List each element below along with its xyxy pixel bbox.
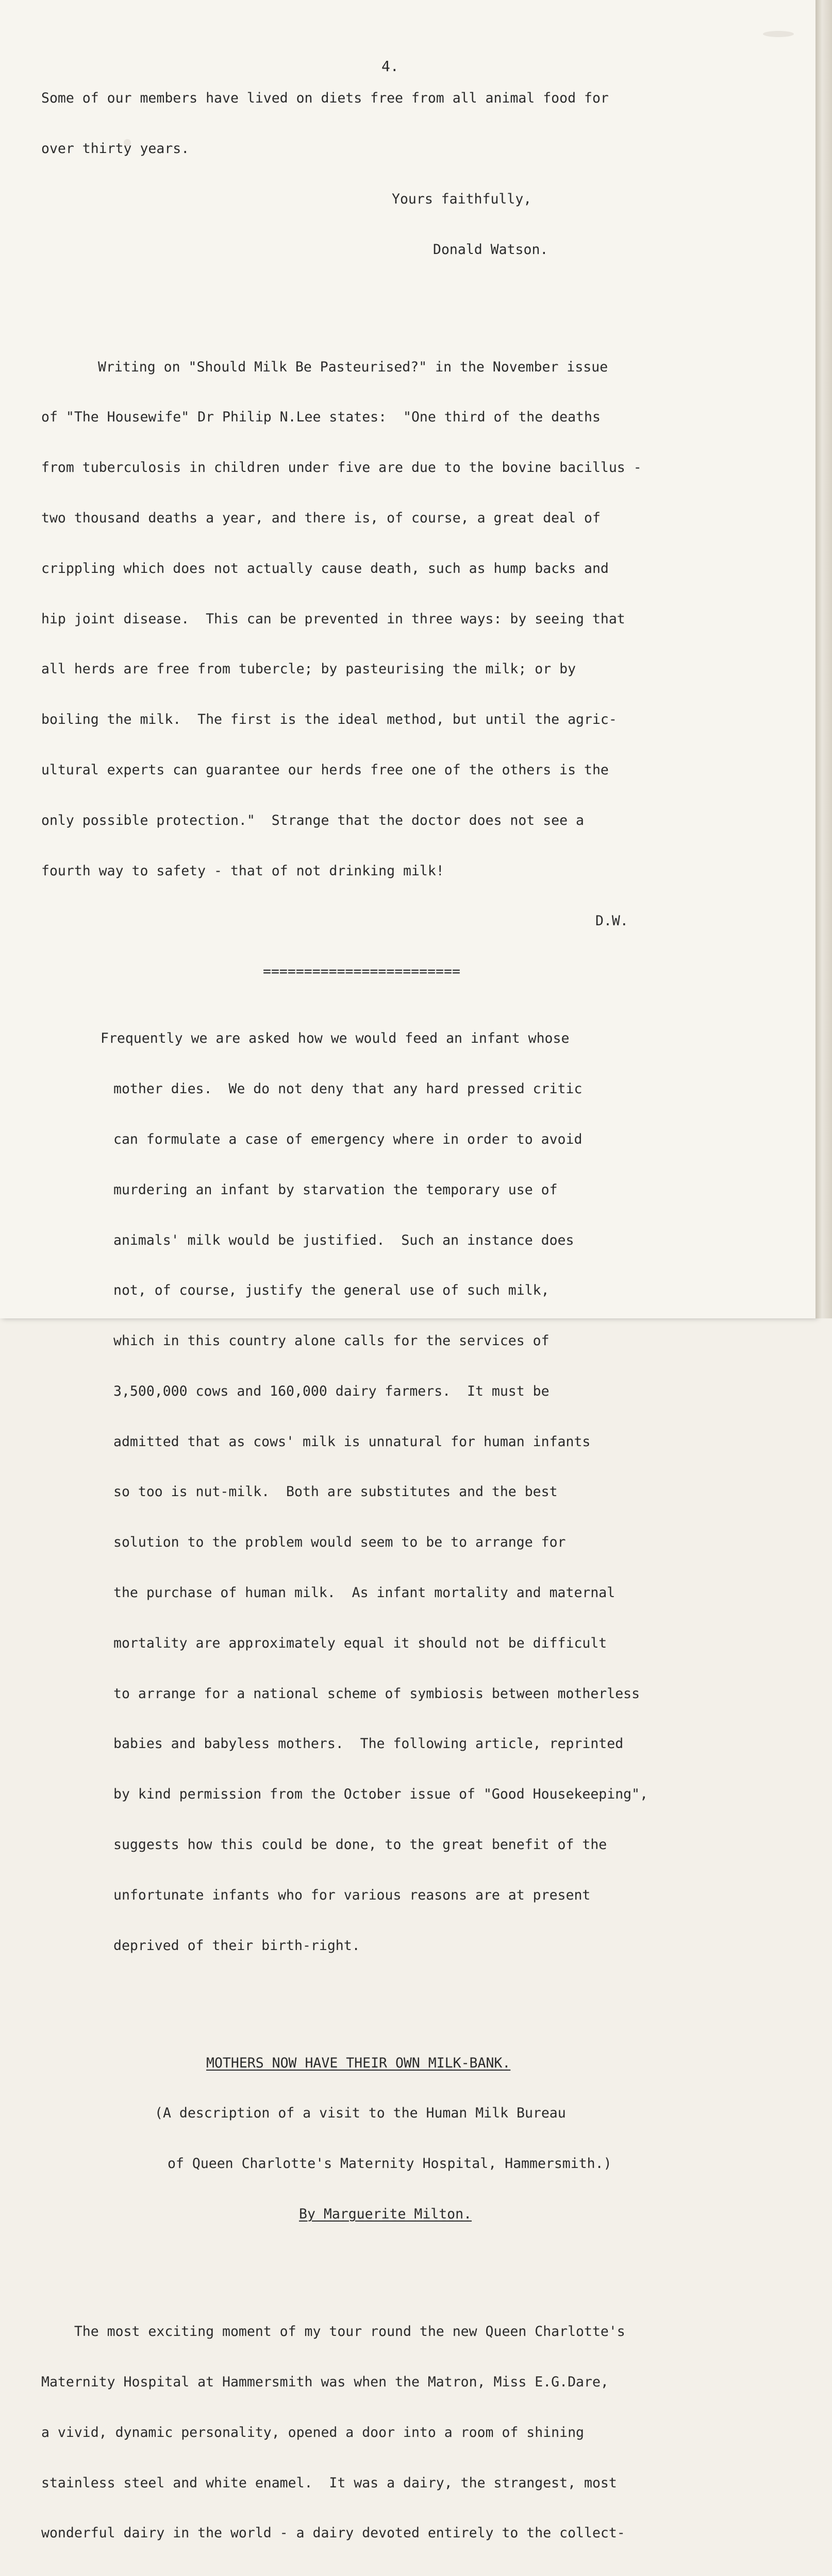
divider: ======================== (263, 963, 460, 980)
text-line: over thirty years. (41, 140, 190, 157)
text-line: wonderful dairy in the world - a dairy devoted entirely to the collect- (41, 2525, 625, 2541)
article-title: MOTHERS NOW HAVE THEIR OWN MILK-BANK. (206, 2055, 511, 2071)
text-line: admitted that as cows' milk is unnatural for human infants (113, 1433, 591, 1450)
text-line: so too is nut-milk. Both are substitutes and the best (113, 1484, 558, 1500)
text-line: not, of course, justify the general use of such milk, (113, 1282, 550, 1299)
text-line: the purchase of human milk. As infant mortality and maternal (113, 1585, 615, 1601)
text-line: Maternity Hospital at Hammersmith was when the Matron, Miss E.G.Dare, (41, 2374, 609, 2390)
text-line: only possible protection." Strange that the doctor does not see a (41, 812, 584, 828)
byline-line (41, 2206, 799, 2223)
text-line: Some of our members have lived on diets free from all animal food for (41, 90, 609, 107)
spacer (41, 292, 799, 309)
spacer (41, 2257, 799, 2274)
text-line: animals' milk would be justified. Such an instance does (113, 1232, 574, 1248)
initials: D.W. (595, 913, 628, 929)
text-line: ultural experts can guarantee our herds free one of the others is the (41, 761, 609, 778)
page-text (41, 57, 799, 2576)
signoff-name: Donald Watson. (433, 241, 548, 258)
text-line: from tuberculosis in children under five are due to the bovine bacillus - (41, 460, 642, 476)
text-line: Frequently we are asked how we would feed an infant whose (101, 1030, 570, 1047)
ink-smudge (763, 31, 794, 37)
signoff-closing: Yours faithfully, (392, 191, 532, 207)
article-subtitle: of Queen Charlotte's Maternity Hospital, Hammersmith.) (168, 2156, 612, 2172)
article-title-line (41, 2055, 799, 2072)
text-line: by kind permission from the October issue of "Good Housekeeping", (113, 1786, 648, 1803)
text-line: a vivid, dynamic personality, opened a door into a room of shining (41, 2424, 584, 2441)
text-line: all herds are free from tubercle; by pasteurising the milk; or by (41, 661, 576, 677)
text-line: fourth way to safety - that of not drinking milk! (41, 862, 444, 879)
text-line: stainless steel and white enamel. It was a dairy, the strangest, most (41, 2475, 617, 2491)
text-line: solution to the problem would seem to be to arrange for (113, 1534, 566, 1551)
text-line: hip joint disease. This can be prevented in three ways: by seeing that (41, 611, 625, 627)
text-line: can formulate a case of emergency where in order to avoid (113, 1131, 583, 1147)
article-subtitle: (A description of a visit to the Human Milk Bureau (155, 2105, 566, 2122)
text-line: two thousand deaths a year, and there is, of course, a great deal of (41, 510, 601, 527)
text-line: mother dies. We do not deny that any hard pressed critic (113, 1081, 583, 1097)
text-line: Writing on "Should Milk Be Pasteurised?" in the November issue (98, 359, 608, 375)
text-line: deprived of their birth-right. (113, 1937, 360, 1954)
text-line: babies and babyless mothers. The following article, reprinted (113, 1736, 624, 1752)
text-line: which in this country alone calls for the services of (113, 1333, 550, 1349)
text-line: The most exciting moment of my tour round the new Queen Charlotte's (41, 2324, 625, 2340)
text-line: 3,500,000 cows and 160,000 dairy farmers. It must be (113, 1383, 550, 1399)
text-line: murdering an infant by starvation the temporary use of (113, 1181, 558, 1198)
text-line: to arrange for a national scheme of symbiosis between motherless (113, 1685, 640, 1702)
text-line: of "The Housewife" Dr Philip N.Lee states: "One third of the deaths (41, 409, 601, 426)
text-line (41, 2575, 799, 2576)
article-byline: By Marguerite Milton. (299, 2206, 472, 2222)
page-number: 4. (381, 58, 399, 75)
text-line: boiling the milk. The first is the ideal method, but until the agric- (41, 711, 617, 728)
text-line: unfortunate infants who for various reasons are at present (113, 1887, 591, 1903)
spacer (41, 1988, 799, 2005)
text-line: mortality are approximately equal it should not be difficult (113, 1635, 607, 1651)
text-line: crippling which does not actually cause death, such as hump backs and (41, 560, 609, 577)
text-line: suggests how this could be done, to the great benefit of the (113, 1836, 607, 1853)
page-edge (816, 0, 832, 1318)
